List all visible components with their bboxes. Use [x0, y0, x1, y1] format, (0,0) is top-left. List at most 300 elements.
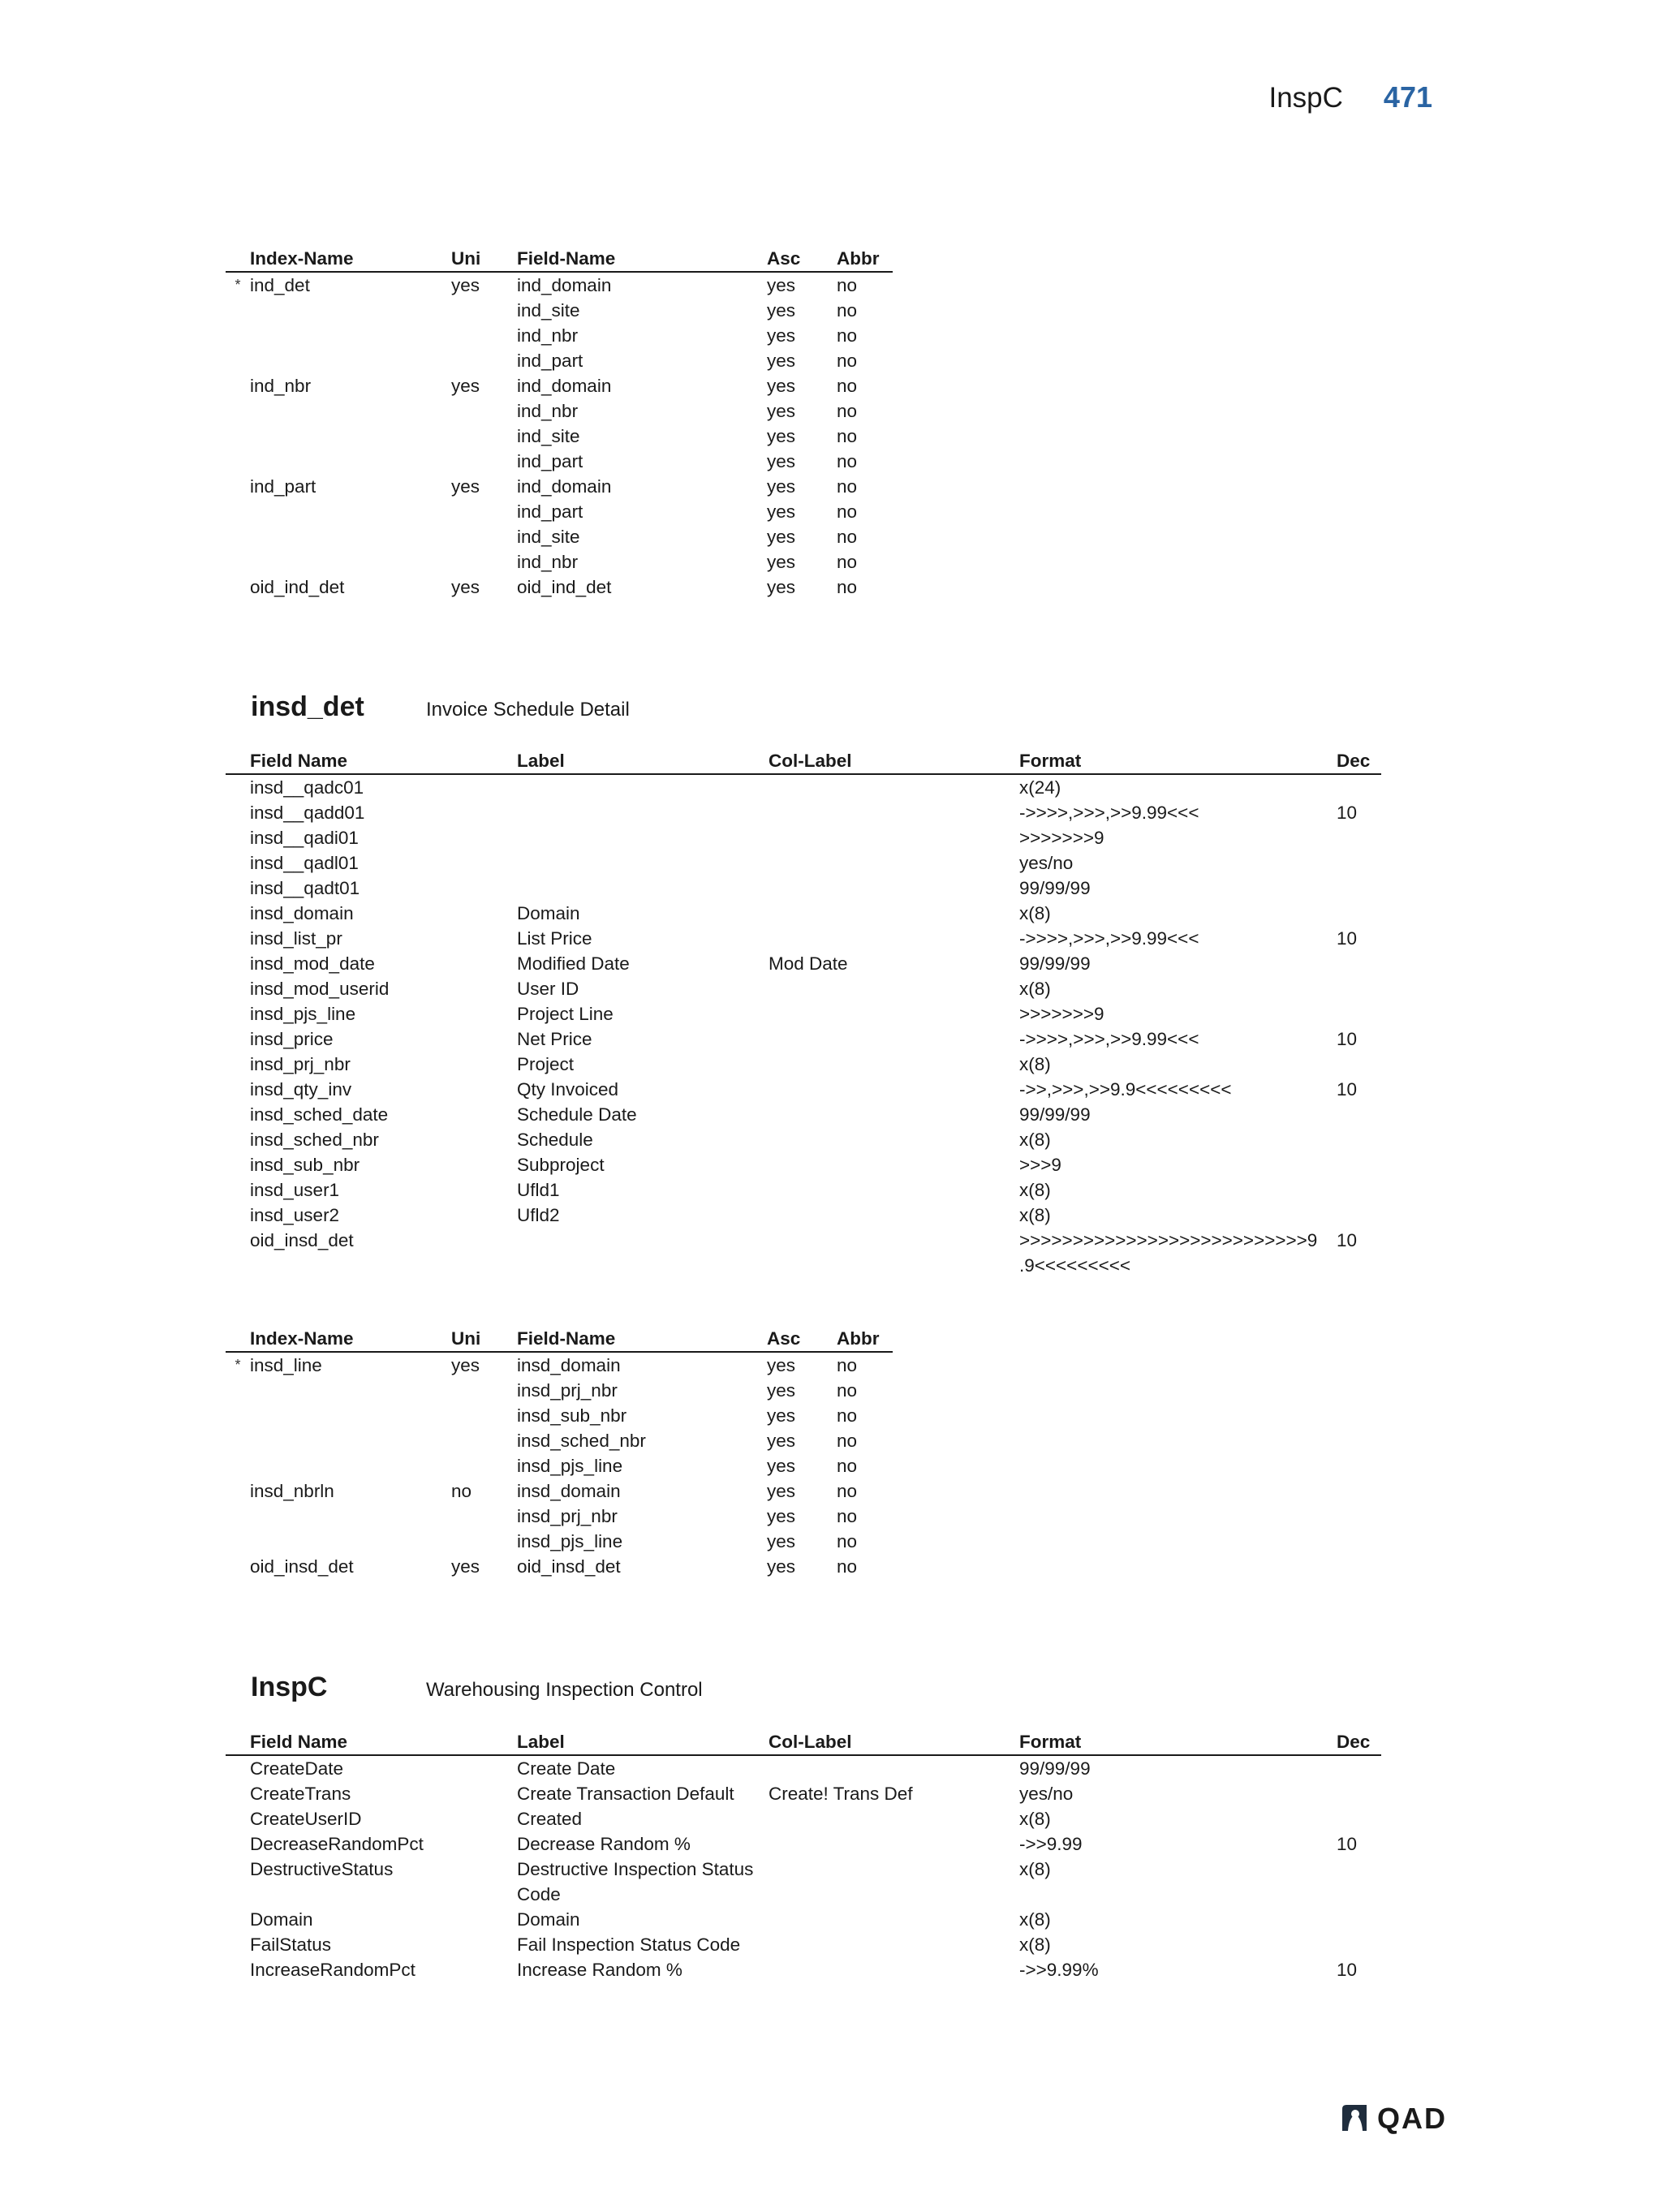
asc-cell: yes	[767, 1431, 796, 1451]
uni-cell	[451, 1378, 517, 1403]
label-cell: Net Price	[517, 1029, 592, 1049]
label-cell	[517, 850, 769, 876]
abbr-cell: no	[837, 527, 858, 547]
label-cell	[517, 876, 769, 901]
format-cell: >>>>>>>9	[1019, 1004, 1104, 1024]
table-row	[226, 1026, 1381, 1052]
field-name-cell: CreateDate	[250, 1758, 344, 1779]
row-spacer	[226, 1026, 250, 1052]
col-label: Label	[517, 751, 565, 771]
dec-cell	[1337, 825, 1381, 850]
format-cell: x(8)	[1019, 979, 1051, 999]
asc-cell: yes	[767, 1355, 796, 1375]
field-name-cell: ind_domain	[517, 476, 612, 497]
label-cell: Destructive Inspection Status Code	[517, 1859, 754, 1904]
label-cell: Decrease Random %	[517, 1834, 691, 1854]
label-cell: Project Line	[517, 1004, 614, 1024]
label-cell: Subproject	[517, 1155, 605, 1175]
col-col-label: Col-Label	[769, 751, 852, 771]
uni-cell	[451, 1403, 517, 1428]
index-table-header	[226, 246, 893, 272]
col-field-name: Field-Name	[517, 1328, 616, 1349]
dec-cell	[1337, 1857, 1381, 1907]
table-row	[226, 901, 1381, 926]
index-name-cell	[250, 1504, 451, 1529]
index-marker	[226, 474, 250, 499]
index-name-cell	[250, 1428, 451, 1453]
format-cell: 99/99/99	[1019, 1758, 1091, 1779]
col-label-cell: Mod Date	[769, 953, 848, 974]
field-name-cell: insd_prj_nbr	[517, 1380, 618, 1401]
field-name-cell: insd_domain	[250, 903, 354, 923]
format-cell: ->>>>,>>>,>>9.99<<<	[1019, 1029, 1199, 1049]
dec-cell	[1337, 976, 1381, 1001]
dec-cell	[1337, 1907, 1381, 1932]
format-cell: x(8)	[1019, 1180, 1051, 1200]
row-spacer	[226, 1077, 250, 1102]
row-spacer	[226, 1177, 250, 1203]
field-name-cell: insd__qadl01	[250, 853, 359, 873]
col-label-cell: Create! Trans Def	[769, 1784, 913, 1804]
format-cell: x(8)	[1019, 903, 1051, 923]
col-label-cell	[769, 1026, 1019, 1052]
index-marker: *	[235, 277, 241, 293]
dec-cell	[1337, 1102, 1381, 1127]
index-name-cell	[250, 348, 451, 373]
col-index-name: Index-Name	[250, 248, 354, 269]
dec-cell: 10	[1337, 1834, 1358, 1854]
field-name-cell: oid_insd_det	[517, 1556, 621, 1577]
index-marker	[226, 1478, 250, 1504]
col-label-cell	[769, 1052, 1019, 1077]
dec-cell	[1337, 876, 1381, 901]
abbr-cell: no	[837, 401, 858, 421]
row-spacer	[226, 1127, 250, 1152]
field-name-cell: insd_user2	[250, 1205, 340, 1225]
col-label-cell	[769, 1755, 1019, 1781]
uni-cell	[451, 1504, 517, 1529]
col-label-cell	[769, 774, 1019, 800]
uni-cell: yes	[451, 275, 480, 295]
field-table-header	[226, 748, 1381, 774]
index-marker	[226, 373, 250, 398]
table-row	[226, 1127, 1381, 1152]
format-cell: 99/99/99	[1019, 878, 1091, 898]
col-label-cell	[769, 1831, 1019, 1857]
format-cell: yes/no	[1019, 853, 1074, 873]
index-table-body	[226, 1352, 893, 1579]
field-name-cell: insd__qadd01	[250, 803, 365, 823]
col-format: Format	[1019, 1732, 1082, 1752]
field-name-cell: insd_domain	[517, 1481, 621, 1501]
field-name-cell: insd_user1	[250, 1180, 340, 1200]
uni-cell: yes	[451, 1355, 480, 1375]
dec-cell: 10	[1337, 803, 1358, 823]
dec-cell	[1337, 1177, 1381, 1203]
label-cell	[517, 800, 769, 825]
asc-cell: yes	[767, 1456, 796, 1476]
uni-cell	[451, 449, 517, 474]
row-spacer	[226, 1957, 250, 1982]
abbr-cell: no	[837, 476, 858, 497]
col-dec: Dec	[1337, 1732, 1371, 1752]
dec-cell: 10	[1337, 1029, 1358, 1049]
col-asc: Asc	[767, 1328, 801, 1349]
uni-cell	[451, 424, 517, 449]
asc-cell: yes	[767, 351, 796, 371]
field-name-cell: insd_sched_date	[250, 1104, 389, 1125]
table-row	[226, 1932, 1381, 1957]
dec-cell	[1337, 774, 1381, 800]
table-row	[226, 774, 1381, 800]
row-spacer	[226, 1228, 250, 1278]
table-row	[226, 1755, 1381, 1781]
table-row	[226, 1529, 893, 1554]
row-spacer	[226, 1052, 250, 1077]
index-marker	[226, 524, 250, 549]
index-name-cell	[250, 298, 451, 323]
uni-cell	[451, 323, 517, 348]
row-spacer	[226, 1932, 250, 1957]
format-cell: x(8)	[1019, 1205, 1051, 1225]
format-cell: x(8)	[1019, 1130, 1051, 1150]
index-name-cell: ind_part	[250, 476, 316, 497]
field-name-cell: ind_part	[517, 501, 583, 522]
table-row	[226, 800, 1381, 825]
col-label-cell	[769, 1203, 1019, 1228]
table-row	[226, 474, 893, 499]
col-label-cell	[769, 1177, 1019, 1203]
table-row	[226, 1957, 1381, 1982]
index-name-cell	[250, 1529, 451, 1554]
label-cell	[517, 825, 769, 850]
index-name-cell	[250, 449, 451, 474]
table-row	[226, 1504, 893, 1529]
dec-cell	[1337, 1152, 1381, 1177]
field-name-cell: insd_list_pr	[250, 928, 342, 949]
index-table-ind-det	[226, 246, 893, 600]
field-name-cell: insd__qadc01	[250, 777, 364, 798]
table-row	[226, 1781, 1381, 1806]
dec-cell	[1337, 1806, 1381, 1831]
table-row	[226, 1403, 893, 1428]
asc-cell: yes	[767, 401, 796, 421]
uni-cell	[451, 499, 517, 524]
label-cell	[517, 774, 769, 800]
table-name: insd_det	[251, 691, 364, 722]
asc-cell: yes	[767, 1405, 796, 1426]
table-row	[226, 499, 893, 524]
abbr-cell: no	[837, 577, 858, 597]
table-row	[226, 298, 893, 323]
col-field-name: Field Name	[250, 751, 348, 771]
row-spacer	[226, 1102, 250, 1127]
field-name-cell: ind_domain	[517, 275, 612, 295]
table-row	[226, 1554, 893, 1579]
index-marker	[226, 549, 250, 575]
field-name-cell: insd_domain	[517, 1355, 621, 1375]
col-field-name: Field Name	[250, 1732, 348, 1752]
asc-cell: yes	[767, 300, 796, 321]
label-cell: Domain	[517, 1909, 580, 1930]
table-row	[226, 876, 1381, 901]
row-spacer	[226, 774, 250, 800]
table-row	[226, 1203, 1381, 1228]
abbr-cell: no	[837, 1531, 858, 1551]
col-label-cell	[769, 1907, 1019, 1932]
table-row	[226, 323, 893, 348]
col-field-name: Field-Name	[517, 248, 616, 269]
table-row	[226, 1831, 1381, 1857]
asc-cell: yes	[767, 476, 796, 497]
uni-cell	[451, 549, 517, 575]
field-name-cell: ind_part	[517, 351, 583, 371]
label-cell: Domain	[517, 903, 580, 923]
uni-cell: yes	[451, 376, 480, 396]
label-cell: User ID	[517, 979, 579, 999]
field-name-cell: insd_pjs_line	[250, 1004, 356, 1024]
abbr-cell: no	[837, 426, 858, 446]
row-spacer	[226, 1001, 250, 1026]
table-row	[226, 549, 893, 575]
index-marker	[226, 1554, 250, 1579]
field-name-cell: insd_mod_userid	[250, 979, 390, 999]
label-cell: Ufld1	[517, 1180, 560, 1200]
row-spacer	[226, 850, 250, 876]
asc-cell: yes	[767, 376, 796, 396]
abbr-cell: no	[837, 325, 858, 346]
table-row	[226, 1806, 1381, 1831]
field-table-body	[226, 1755, 1381, 1982]
format-cell: ->>>>,>>>,>>9.99<<<	[1019, 928, 1199, 949]
abbr-cell: no	[837, 1506, 858, 1526]
field-name-cell: ind_nbr	[517, 552, 579, 572]
label-cell	[517, 1228, 769, 1278]
label-cell: Schedule	[517, 1130, 593, 1150]
format-cell: >>>>>>>9	[1019, 828, 1104, 848]
field-name-cell: insd_qty_inv	[250, 1079, 352, 1100]
col-label-cell	[769, 1228, 1019, 1278]
label-cell: Create Date	[517, 1758, 616, 1779]
abbr-cell: no	[837, 300, 858, 321]
field-name-cell: ind_nbr	[517, 325, 579, 346]
field-table-inspc	[226, 1729, 1381, 1982]
index-name-cell	[250, 398, 451, 424]
row-spacer	[226, 926, 250, 951]
index-marker	[226, 449, 250, 474]
label-cell: Qty Invoiced	[517, 1079, 619, 1100]
running-title: InspC	[1268, 82, 1343, 114]
table-row	[226, 524, 893, 549]
qad-logo	[1340, 2102, 1447, 2133]
abbr-cell: no	[837, 1431, 858, 1451]
index-marker	[226, 323, 250, 348]
index-marker	[226, 398, 250, 424]
section-title-inspc	[251, 1672, 703, 1702]
dec-cell: 10	[1337, 1079, 1358, 1100]
uni-cell: yes	[451, 476, 480, 497]
uni-cell: yes	[451, 577, 480, 597]
table-row	[226, 272, 893, 298]
row-spacer	[226, 825, 250, 850]
table-row	[226, 1228, 1381, 1278]
format-cell: ->>9.99%	[1019, 1960, 1099, 1980]
index-name-cell	[250, 499, 451, 524]
abbr-cell: no	[837, 1456, 858, 1476]
field-name-cell: oid_insd_det	[250, 1230, 354, 1250]
table-row	[226, 1857, 1381, 1907]
field-name-cell: insd_sub_nbr	[517, 1405, 627, 1426]
index-name-cell	[250, 549, 451, 575]
col-label-cell	[769, 901, 1019, 926]
col-abbr: Abbr	[837, 1328, 880, 1349]
format-cell: x(8)	[1019, 1909, 1051, 1930]
section-title-insd-det	[251, 691, 630, 722]
dec-cell: 10	[1337, 928, 1358, 949]
asc-cell: yes	[767, 1481, 796, 1501]
abbr-cell: no	[837, 552, 858, 572]
format-cell: x(8)	[1019, 1859, 1051, 1879]
col-label-cell	[769, 850, 1019, 876]
index-marker	[226, 1504, 250, 1529]
field-name-cell: insd_sched_nbr	[517, 1431, 646, 1451]
field-name-cell: insd_pjs_line	[517, 1531, 623, 1551]
field-name-cell: DecreaseRandomPct	[250, 1834, 424, 1854]
table-row	[226, 1001, 1381, 1026]
label-cell: Project	[517, 1054, 575, 1074]
asc-cell: yes	[767, 552, 796, 572]
field-name-cell: insd__qadt01	[250, 878, 360, 898]
abbr-cell: no	[837, 501, 858, 522]
field-name-cell: insd_sched_nbr	[250, 1130, 379, 1150]
field-name-cell: Domain	[250, 1909, 313, 1930]
format-cell: ->>,>>>,>>9.9<<<<<<<<<	[1019, 1079, 1232, 1100]
format-cell: >>>9	[1019, 1155, 1061, 1175]
abbr-cell: no	[837, 376, 858, 396]
index-marker	[226, 1378, 250, 1403]
dec-cell	[1337, 951, 1381, 976]
index-name-cell	[250, 1403, 451, 1428]
col-label-cell	[769, 1806, 1019, 1831]
col-label-cell	[769, 1932, 1019, 1957]
table-row	[226, 449, 893, 474]
dec-cell	[1337, 1932, 1381, 1957]
field-name-cell: insd__qadi01	[250, 828, 359, 848]
asc-cell: yes	[767, 1380, 796, 1401]
index-name-cell	[250, 524, 451, 549]
uni-cell	[451, 1529, 517, 1554]
dec-cell	[1337, 1127, 1381, 1152]
abbr-cell: no	[837, 1556, 858, 1577]
uni-cell	[451, 1453, 517, 1478]
index-table-insd-det	[226, 1326, 893, 1579]
index-marker	[226, 348, 250, 373]
format-cell: x(8)	[1019, 1054, 1051, 1074]
asc-cell: yes	[767, 501, 796, 522]
index-marker	[226, 1428, 250, 1453]
table-row	[226, 850, 1381, 876]
label-cell: Created	[517, 1809, 583, 1829]
col-label-cell	[769, 1102, 1019, 1127]
format-cell: x(24)	[1019, 777, 1061, 798]
asc-cell: yes	[767, 426, 796, 446]
index-marker	[226, 575, 250, 600]
field-name-cell: insd_sub_nbr	[250, 1155, 360, 1175]
table-row	[226, 1907, 1381, 1932]
abbr-cell: no	[837, 1405, 858, 1426]
index-marker	[226, 424, 250, 449]
label-cell: Increase Random %	[517, 1960, 682, 1980]
table-row	[226, 1052, 1381, 1077]
table-row	[226, 976, 1381, 1001]
row-spacer	[226, 876, 250, 901]
col-asc: Asc	[767, 248, 801, 269]
col-index-name: Index-Name	[250, 1328, 354, 1349]
col-label-cell	[769, 976, 1019, 1001]
index-name-cell: insd_line	[250, 1355, 322, 1375]
table-row	[226, 1177, 1381, 1203]
table-row	[226, 373, 893, 398]
index-marker	[226, 298, 250, 323]
row-spacer	[226, 901, 250, 926]
asc-cell: yes	[767, 1506, 796, 1526]
col-dec: Dec	[1337, 751, 1371, 771]
field-name-cell: DestructiveStatus	[250, 1859, 394, 1879]
field-name-cell: insd_prj_nbr	[517, 1506, 618, 1526]
qad-logo-icon	[1340, 2102, 1371, 2133]
label-cell: Fail Inspection Status Code	[517, 1934, 741, 1955]
uni-cell	[451, 524, 517, 549]
dec-cell	[1337, 1203, 1381, 1228]
field-name-cell: ind_site	[517, 426, 580, 446]
col-label: Label	[517, 1732, 565, 1752]
field-table-header	[226, 1729, 1381, 1755]
index-name-cell: insd_nbrln	[250, 1481, 334, 1501]
col-col-label: Col-Label	[769, 1732, 852, 1752]
table-description: Warehousing Inspection Control	[426, 1679, 703, 1701]
index-name-cell: oid_insd_det	[250, 1556, 354, 1577]
row-spacer	[226, 1203, 250, 1228]
asc-cell: yes	[767, 275, 796, 295]
col-label-cell	[769, 926, 1019, 951]
field-name-cell: ind_domain	[517, 376, 612, 396]
table-row	[226, 1077, 1381, 1102]
table-row	[226, 348, 893, 373]
label-cell: Create Transaction Default	[517, 1784, 734, 1804]
dec-cell	[1337, 850, 1381, 876]
field-name-cell: insd_mod_date	[250, 953, 375, 974]
format-cell: 99/99/99	[1019, 953, 1091, 974]
index-marker	[226, 1403, 250, 1428]
row-spacer	[226, 1857, 250, 1907]
uni-cell	[451, 298, 517, 323]
table-row	[226, 1453, 893, 1478]
row-spacer	[226, 1831, 250, 1857]
row-spacer	[226, 1781, 250, 1806]
index-name-cell: ind_det	[250, 275, 310, 295]
label-cell: Ufld2	[517, 1205, 560, 1225]
table-description: Invoice Schedule Detail	[426, 699, 630, 721]
row-spacer	[226, 1152, 250, 1177]
table-row	[226, 1102, 1381, 1127]
table-row	[226, 575, 893, 600]
table-row	[226, 1352, 893, 1378]
row-spacer	[226, 800, 250, 825]
label-cell: List Price	[517, 928, 592, 949]
table-row	[226, 398, 893, 424]
logo-text: QAD	[1377, 2101, 1447, 2135]
table-row	[226, 926, 1381, 951]
